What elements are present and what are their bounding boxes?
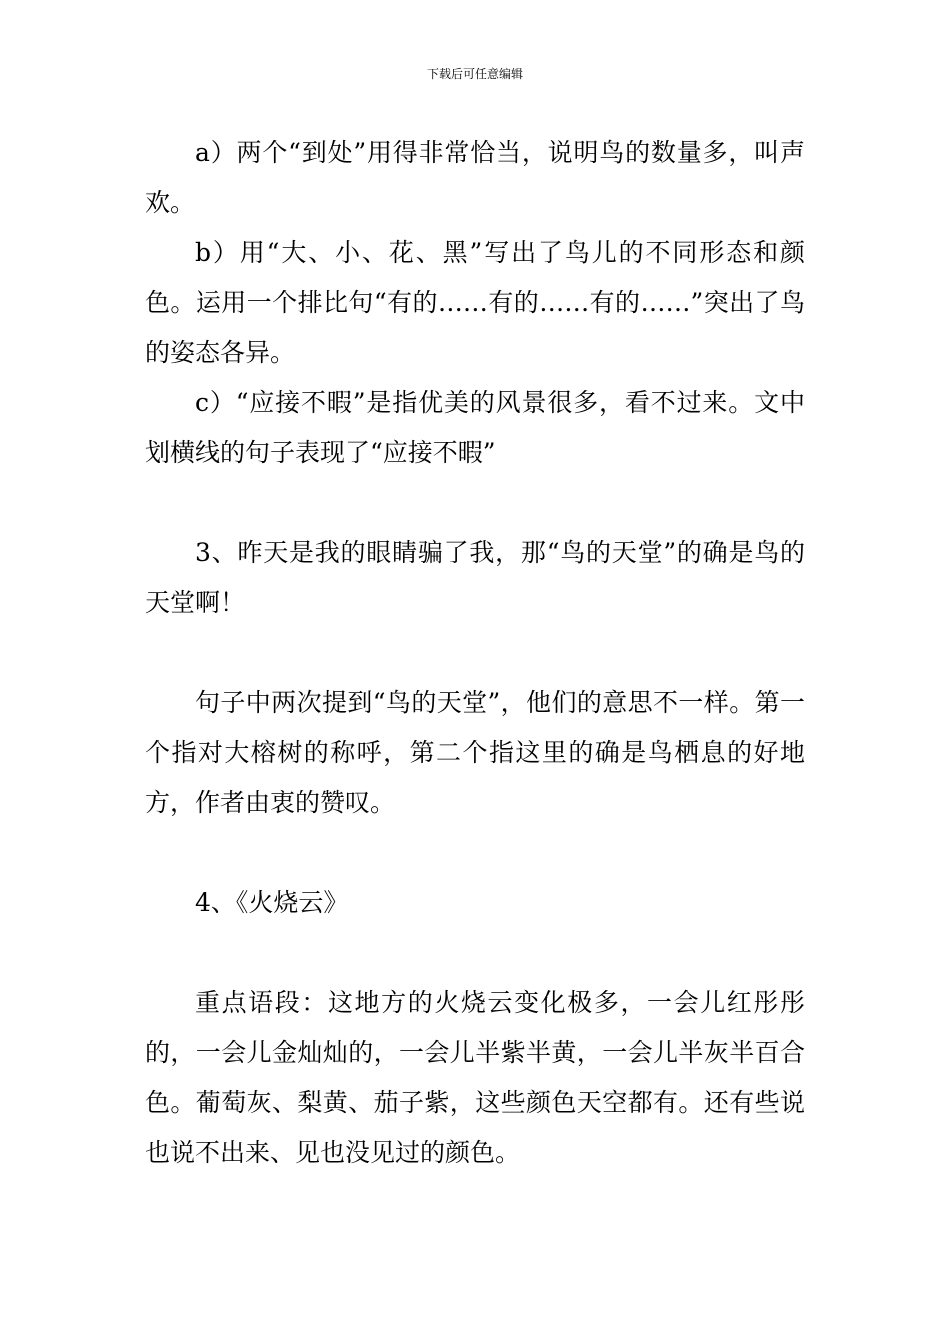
paragraph-b: b）用“大、小、花、黑”写出了鸟儿的不同形态和颜色。运用一个排比句“有的……有的……有的……”突出了鸟的姿态各异。: [145, 238, 805, 367]
paragraph-explanation: 句子中两次提到“鸟的天堂”，他们的意思不一样。第一个指对大榕树的称呼，第二个指这里的确是鸟栖息的好地方，作者由衷的赞叹。: [145, 688, 805, 817]
section-heading-4: 4、《火烧云》: [195, 888, 349, 917]
document-body: [145, 128, 805, 1178]
page-header: 下载后可任意编辑: [426, 67, 523, 81]
paragraph-key-passage: 重点语段：这地方的火烧云变化极多，一会儿红彤彤的，一会儿金灿灿的，一会儿半紫半黄，一会儿半灰半百合色。葡萄灰、梨黄、茄子紫，这些颜色天空都有。还有些说也说不出来、见也没见过的颜色。: [145, 988, 805, 1167]
paragraph-c: c）“应接不暇”是指优美的风景很多，看不过来。文中划横线的句子表现了“应接不暇”: [145, 388, 805, 467]
paragraph-item-3: 3、昨天是我的眼睛骗了我，那“鸟的天堂”的确是鸟的天堂啊！: [145, 538, 805, 617]
paragraph-a: a）两个“到处”用得非常恰当，说明鸟的数量多，叫声欢。: [145, 138, 805, 217]
